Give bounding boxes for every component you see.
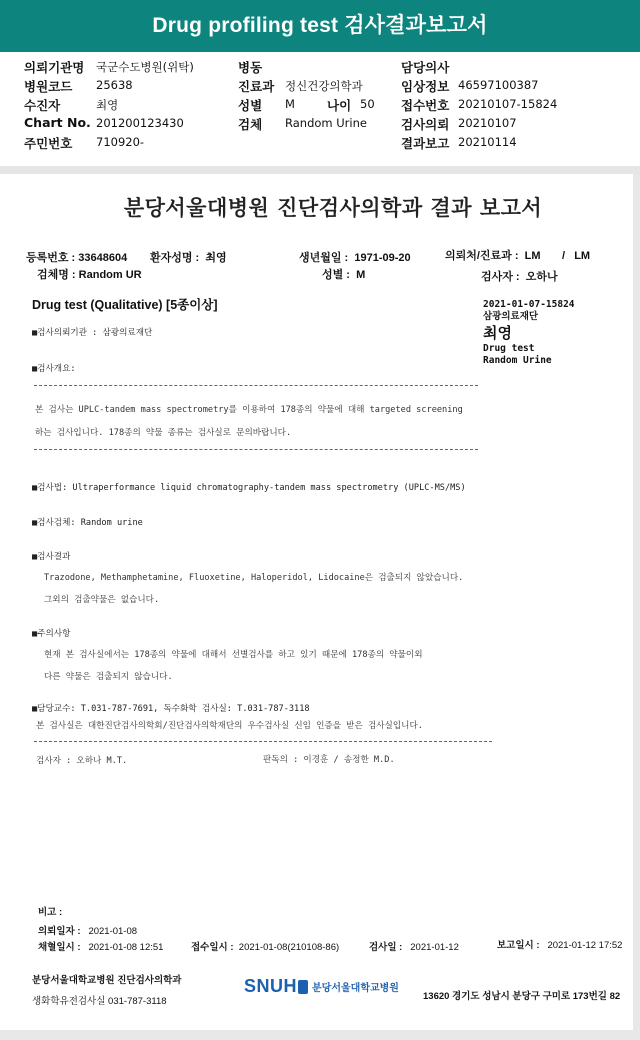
resident-value: 710920- [96,135,145,149]
note-label: 비고 : [38,907,63,918]
result-heading: ■검사결과 [32,552,71,562]
request-date: 의뢰일자 : 2021-01-08 [38,926,138,937]
request-value: 20210107 [458,116,517,130]
report-date-value: 20210114 [458,135,517,149]
clinical-value: 46597100387 [458,78,539,92]
ward-label: 병동 [238,60,263,75]
separator-band [0,166,640,174]
test-section-title: Drug test (Qualitative) [5종이상] [32,298,218,312]
hospital-logo [244,976,399,997]
patient-value: 최영 [96,98,119,112]
stamp-patient-name: 최영 [483,324,512,342]
stamp-test-name: Drug test [483,343,535,354]
hospital-emblem-icon [298,980,308,994]
page-edge-right [633,174,640,1030]
test-date: 검사일 : 2021-01-12 [369,942,459,953]
collection-datetime: 채혈일시 : 2021-01-08 12:51 [38,942,164,953]
clinical-label: 임상정보 [401,79,450,94]
resident-label: 주민번호 [24,136,73,151]
receipt-label: 접수번호 [401,98,450,113]
report-sex: 성별 : M [322,269,366,281]
institution-value: 국군수도병원(위탁) [96,60,194,74]
stamp-receipt-number: 2021-01-07-15824 [483,299,575,310]
referral-dept: 의뢰처/진료과 : LM / LM [445,250,591,262]
divider-2 [34,449,478,450]
age-label: 나이 [327,98,352,113]
specimen-name: 검체명 : Random UR [37,269,142,281]
result-line-1: Trazodone, Methamphetamine, Fluoxetine, Haloperidol, Lidocaine은 검출되지 않았습니다. [44,573,464,583]
institution-label: 의뢰기관명 [24,60,85,75]
date-of-birth: 생년월일 : 1971-09-20 [299,252,411,264]
agency-line: ■검사의뢰기관 : 삼광의료재단 [32,328,153,338]
chart-value: 201200123430 [96,116,184,130]
tester-signature: 검사자 : 오하나 M.T. [36,756,128,766]
report-tester: 검사자 : 오하나 [481,271,558,283]
snuh-wordmark: SNUH [244,976,298,996]
method-line: ■검사법: Ultraperformance liquid chromatography-tandem mass spectrometry (UPLC-MS/MS) [32,483,466,493]
overview-heading: ■검사개요: [32,364,76,374]
lab-phone: 생화학유전검사실 031-787-3118 [32,996,167,1007]
hospital-code-value: 25638 [96,78,133,92]
registration-number: 등록번호 : 33648604 [26,252,128,264]
report-date-label: 결과보고 [401,136,450,151]
report-banner-title: Drug profiling test 검사결과보고서 [0,0,640,52]
report-title: 분당서울대병원 진단검사의학과 결과 보고서 [123,196,543,220]
description-line-1: 본 검사는 UPLC-tandem mass spectrometry를 이용하여 178종의 약물에 대해 targeted screening [35,405,463,415]
specimen-line: ■검사검체: Random urine [32,518,143,528]
result-line-2: 그외의 검출약물은 없습니다. [44,595,160,605]
certification-line: 본 검사실은 대한진단검사의학회/진단검사의학재단의 우수검사실 신임 인증을 받은 검사실입니다. [36,721,423,731]
doctor-label: 담당의사 [401,60,450,75]
acceptance-datetime: 접수일시 : 2021-01-08(210108-86) [191,942,340,953]
specimen-label: 검체 [238,117,263,132]
specimen-value: Random Urine [285,116,367,130]
summary-block [0,52,640,166]
reader-signature: 판독의 : 이경훈 / 송정한 M.D. [263,755,395,765]
stamp-specimen: Random Urine [483,355,552,366]
divider-1 [34,385,478,386]
age-value: 50 [360,97,375,111]
hospital-korean-name: 분당서울대학교병원 [312,983,399,994]
request-label: 검사의뢰 [401,117,450,132]
patient-name: 환자성명 : 최영 [150,252,227,264]
department-name: 분당서울대학교병원 진단검사의학과 [32,975,182,986]
caution-heading: ■주의사항 [32,629,71,639]
description-line-2: 하는 검사입니다. 178종의 약물 종류는 검사실로 문의바랍니다. [35,428,292,438]
dept-value: 정신건강의학과 [285,79,363,93]
chart-label: Chart No. [24,115,91,130]
page-edge-bottom [0,1030,640,1040]
contact-line: ■담당교수: T.031-787-7691, 독수화학 검사실: T.031-787-3118 [32,704,310,714]
hospital-address: 13620 경기도 성남시 분당구 구미로 173번길 82 [423,991,621,1002]
caution-line-1: 현재 본 검사실에서는 178종의 약물에 대해서 선별검사를 하고 있기 때문에 178종의 약물이외 [44,650,423,660]
sex-label: 성별 [238,98,263,113]
dept-label: 진료과 [238,79,275,94]
divider-3 [34,741,492,742]
stamp-lab-name: 삼광의료재단 [483,311,539,322]
specimen-label-stamp [483,299,575,367]
caution-line-2: 다른 약물은 검출되지 않습니다. [44,672,173,682]
receipt-value: 20210107-15824 [458,97,558,111]
patient-label: 수진자 [24,98,61,113]
report-datetime: 보고일시 : 2021-01-12 17:52 [497,940,623,951]
hospital-code-label: 병원코드 [24,79,73,94]
sex-value: M [285,97,295,111]
